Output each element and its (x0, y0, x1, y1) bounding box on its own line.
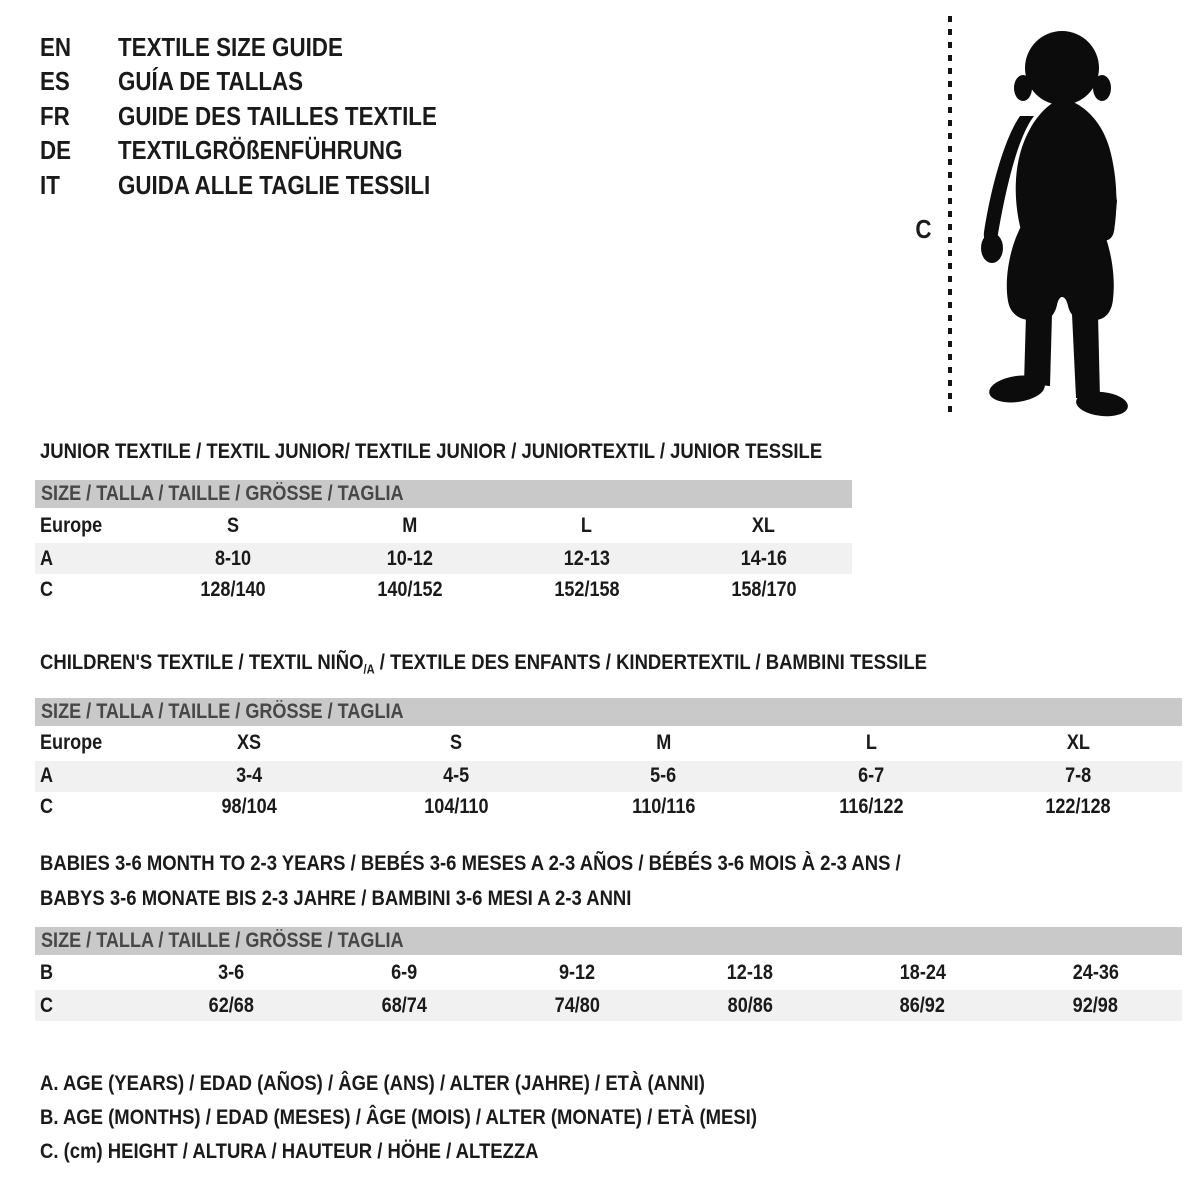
size-cell-text: M (402, 513, 418, 537)
size-cell-text: 86/92 (900, 993, 946, 1017)
language-code: IT (40, 169, 60, 200)
table-header (35, 927, 1182, 955)
language-code: FR (40, 100, 70, 131)
language-title: GUIDA ALLE TAGLIE TESSILI (118, 169, 431, 200)
size-cell (318, 994, 491, 1018)
language-code: ES (40, 66, 70, 97)
size-cell (499, 547, 676, 571)
row-label (35, 764, 145, 788)
section-title-text (40, 846, 901, 881)
language-code: DE (40, 135, 72, 166)
size-cell-text: 3-4 (235, 764, 262, 787)
size-cell (352, 795, 559, 819)
size-cell-text: 10-12 (387, 546, 434, 570)
size-cell-text: S (227, 513, 240, 537)
size-cell-text: 110/116 (631, 795, 696, 818)
size-cell (560, 731, 767, 755)
table-row (35, 574, 852, 605)
size-cell (767, 764, 974, 788)
size-cell-text: 92/98 (1072, 993, 1119, 1017)
row-label-text: C (40, 993, 54, 1017)
size-cell-text: 104/110 (423, 795, 489, 818)
table-row (35, 792, 1182, 823)
size-cell (767, 795, 974, 819)
size-cell-text: 8-10 (215, 546, 252, 570)
size-cell (322, 514, 499, 538)
row-label-text: A (40, 764, 54, 787)
height-measure-label: C (915, 214, 932, 244)
size-cell-text: 6-7 (857, 764, 884, 787)
height-measure-dashed-line (948, 16, 952, 416)
size-cell (145, 514, 322, 538)
table-row (35, 761, 1182, 792)
size-cell (145, 547, 322, 571)
size-cell (767, 731, 974, 755)
size-cell-text: 122/128 (1045, 795, 1111, 818)
title-segment: JUNIOR TEXTILE / TEXTIL JUNIOR/ TEXTILE JUNIOR / JUNIORTEXTIL / JUNIOR TESSILE (40, 439, 823, 463)
row-label-text: Europe (40, 731, 103, 754)
size-cell (145, 764, 352, 788)
language-title-list (40, 30, 489, 203)
size-cell (836, 994, 1009, 1018)
size-cell (663, 994, 836, 1018)
size-cell (145, 795, 352, 819)
size-cell (663, 961, 836, 985)
size-cell-text: 128/140 (200, 577, 267, 601)
row-label (35, 795, 145, 819)
section-babies (35, 846, 1182, 1021)
table-row (35, 508, 852, 543)
size-cell (145, 961, 318, 985)
row-label (35, 994, 145, 1018)
size-cell-text: 7-8 (1065, 764, 1092, 787)
size-cell (675, 578, 852, 602)
row-label-text: A (40, 546, 54, 570)
title-segment: CHILDREN'S TEXTILE / TEXTIL NIÑO (40, 650, 364, 674)
table-row (35, 726, 1182, 761)
size-cell-text: 80/86 (727, 993, 773, 1017)
language-row (40, 134, 489, 169)
table-header-text: SIZE / TALLA / TAILLE / GRÖSSE / TAGLIA (41, 929, 404, 952)
table-row (35, 955, 1182, 990)
size-table (35, 480, 852, 605)
size-cell-text: L (865, 731, 877, 754)
section-title-text (40, 881, 631, 916)
size-cell-text: 3-6 (218, 960, 245, 984)
section-title (40, 881, 1182, 916)
section-title (40, 846, 1182, 881)
size-cell (836, 961, 1009, 985)
size-cell (560, 795, 767, 819)
section-title (40, 645, 1182, 687)
table-header (35, 698, 1182, 726)
row-label-text: Europe (40, 513, 103, 537)
size-cell-text: 5-6 (650, 764, 677, 787)
size-cell-text: M (655, 731, 672, 754)
legend-line-text: A. AGE (YEARS) / EDAD (AÑOS) / ÂGE (ANS) / ALTER (JAHRE) / ETÀ (ANNI) (40, 1071, 705, 1095)
language-row (40, 168, 489, 203)
size-cell-text: 4-5 (443, 764, 470, 787)
size-cell (491, 994, 664, 1018)
row-label (35, 961, 145, 985)
size-cell-text: XL (1066, 731, 1090, 754)
row-label-text: C (40, 795, 54, 818)
size-cell-text: 6-9 (391, 960, 418, 984)
size-cell (560, 764, 767, 788)
language-row (40, 65, 489, 100)
size-cell (499, 514, 676, 538)
size-cell (352, 764, 559, 788)
legend-line (40, 1100, 874, 1134)
size-cell-text: XL (752, 513, 776, 537)
size-cell-text: 12-18 (726, 960, 773, 984)
row-label-text: B (40, 960, 54, 984)
size-cell (145, 994, 318, 1018)
measure-legend (40, 1066, 874, 1168)
size-cell (491, 961, 664, 985)
size-cell-text: 14-16 (740, 546, 787, 570)
size-cell-text: 140/152 (377, 577, 443, 601)
language-row (40, 30, 489, 65)
title-segment: BABIES 3-6 MONTH TO 2-3 YEARS / BEBÉS 3-6 MESES A 2-3 AÑOS / BÉBÉS 3-6 MOIS À 2-3 ANS / (40, 851, 901, 875)
table-row (35, 543, 852, 574)
title-segment: BABYS 3-6 MONATE BIS 2-3 JAHRE / BAMBINI 3-6 MESI A 2-3 ANNI (40, 886, 632, 910)
legend-line (40, 1066, 874, 1100)
size-cell-text: 74/80 (554, 993, 600, 1017)
size-cell (352, 731, 559, 755)
row-label (35, 731, 145, 755)
language-row (40, 99, 489, 134)
language-title: GUÍA DE TALLAS (118, 66, 304, 97)
title-segment: / TEXTILE DES ENFANTS / KINDERTEXTIL / BAMBINI TESSILE (374, 650, 928, 674)
language-title: TEXTILE SIZE GUIDE (118, 31, 343, 62)
section-junior (35, 434, 950, 605)
size-cell-text: L (581, 513, 593, 537)
section-title-text (40, 434, 822, 469)
size-cell-text: S (450, 731, 463, 754)
size-cell (145, 731, 352, 755)
table-header-text: SIZE / TALLA / TAILLE / GRÖSSE / TAGLIA (41, 482, 404, 505)
legend-line (40, 1134, 874, 1168)
section-children (35, 645, 1182, 823)
size-cell-text: 18-24 (899, 960, 946, 984)
row-label-text: C (40, 577, 54, 601)
language-title: GUIDE DES TAILLES TEXTILE (118, 100, 437, 131)
size-cell-text: 9-12 (558, 960, 596, 984)
size-cell (675, 547, 852, 571)
language-title: TEXTILGRÖßENFÜHRUNG (118, 135, 403, 166)
size-cell (975, 795, 1182, 819)
language-code: EN (40, 31, 72, 62)
row-label (35, 547, 145, 571)
section-title (40, 434, 950, 469)
table-header (35, 480, 852, 508)
section-title-text (40, 645, 927, 687)
row-label (35, 514, 145, 538)
size-cell (1009, 961, 1182, 985)
size-cell (322, 578, 499, 602)
size-cell-text: 24-36 (1072, 960, 1119, 984)
legend-line-text: C. (cm) HEIGHT / ALTURA / HAUTEUR / HÖHE / ALTEZZA (40, 1139, 539, 1163)
table-header-text: SIZE / TALLA / TAILLE / GRÖSSE / TAGLIA (41, 699, 404, 723)
size-cell (322, 547, 499, 571)
size-cell-text: 152/158 (554, 577, 620, 601)
size-cell (499, 578, 676, 602)
size-cell (1009, 994, 1182, 1018)
toddler-silhouette-icon (962, 16, 1147, 421)
size-table (35, 927, 1182, 1021)
size-cell-text: 62/68 (208, 993, 255, 1017)
legend-line-text: B. AGE (MONTHS) / EDAD (MESES) / ÂGE (MOIS) / ALTER (MONATE) / ETÀ (MESI) (40, 1105, 757, 1129)
size-cell (145, 578, 322, 602)
size-cell-text: 98/104 (221, 795, 277, 818)
size-cell-text: 12-13 (563, 546, 610, 570)
size-cell-text: 158/170 (730, 577, 797, 601)
size-cell-text: 116/122 (838, 795, 904, 818)
row-label (35, 578, 145, 602)
size-cell (975, 764, 1182, 788)
size-cell (318, 961, 491, 985)
table-row (35, 990, 1182, 1021)
size-table (35, 698, 1182, 823)
title-subscript: /A (363, 661, 375, 677)
size-cell-text: XS (236, 731, 261, 754)
size-cell (675, 514, 852, 538)
size-cell (975, 731, 1182, 755)
size-cell-text: 68/74 (381, 993, 427, 1017)
